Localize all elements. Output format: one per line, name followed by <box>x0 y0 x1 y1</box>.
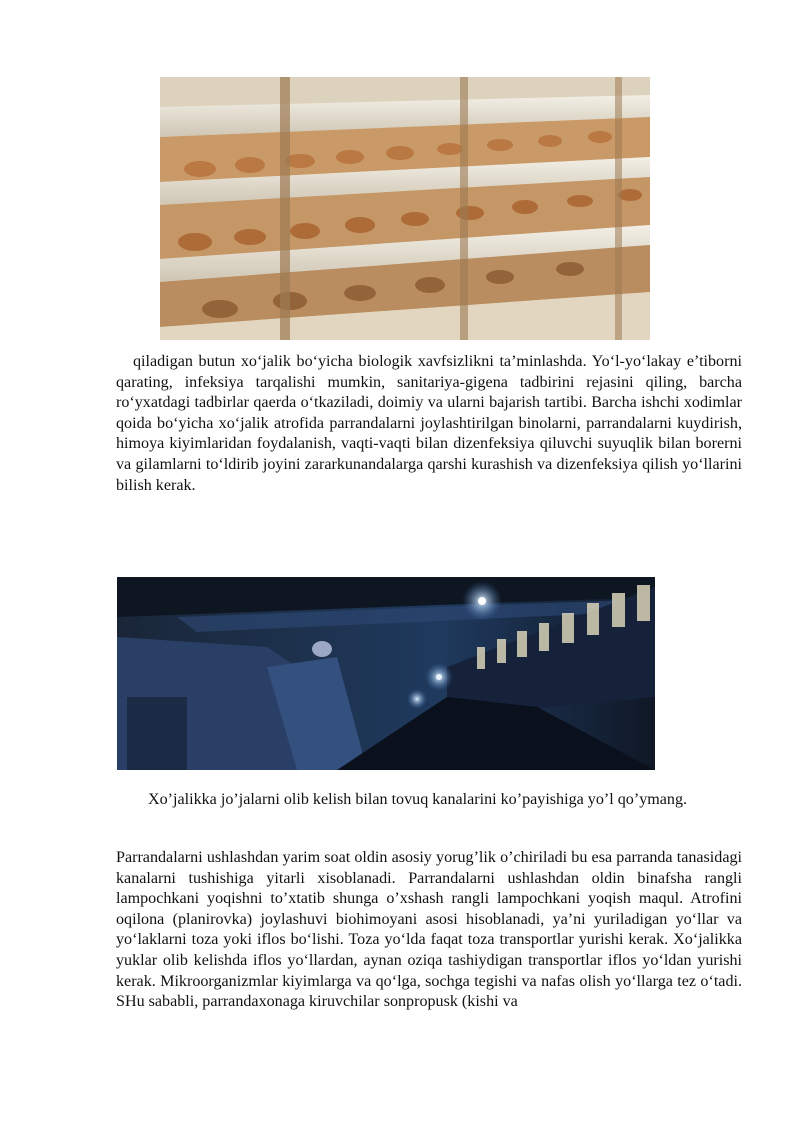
poultry-house-night-photo <box>117 577 655 770</box>
paragraph-biosecurity: qiladigan butun xo‘jalik bo‘yicha biologik xavfsizlikni ta’minlashda. Yo‘l-yo‘lakay e’tiborni qarating, infeksiya tarqalishi mumkin, sanitariya-gigena tadbirini rejasini qiling, barcha ro‘yxatdagi tadbirlar qaerda o‘tkaziladi, doimiy va ularni bajarish tartibi. Barcha ishchi xodimlar qoida bo‘yicha xo‘jalik atrofida parrandalarni joylashtirilgan binolarni, parrandalarni kuydirish, himoya kiyimlaridan foydalanish, vaqti-vaqti bilan dizenfeksiya qiluvchi suyuqlik bilan borerni va gilamlarni to‘ldirib joyini zararkunandalarga qarshi kurashish va dizenfeksiya qilish yo‘llarini bilish kerak. <box>116 353 742 494</box>
paragraph-catching: Parrandalarni ushlashdan yarim soat oldin asosiy yorug’lik o’chiriladi bu esa parranda tanasidagi kanalarni tushishiga yitarli xisoblanadi. Parrandalarni ushlashdan oldin binafsha rangli lampochkani yoqishni to’xtatib shunga o’xshash rangli lampochkani yoqish maqul. Atrofini oqilona (planirovka) joylashuvi biohimoyani asosi hisoblanadi, ya’ni yuriladigan yo‘llar va yo‘laklarni toza yoki iflos bo‘lishi. Toza yo‘lda faqat toza transportlar yurishi kerak. Xo‘jalikka yuklar olib kelishda iflos yo‘llardan, aynan oziqa tashiydigan transportlar iflos yo‘ldan yurishi kerak. Mikroorganizmlar kiyimlarga va qo‘lga, sochga tegishi va nafas olish yo‘llarga tez o‘tadi. SHu sababli, parrandaxonaga kiruvchilar sonpropusk (kishi va <box>116 849 742 1011</box>
paragraph-chicks: Xo’jalikka jo’jalarni olib kelish bilan tovuq kanalarini ko’payishiga yo’l qo’ymang. <box>148 791 688 808</box>
poultry-cages-photo <box>160 77 650 340</box>
